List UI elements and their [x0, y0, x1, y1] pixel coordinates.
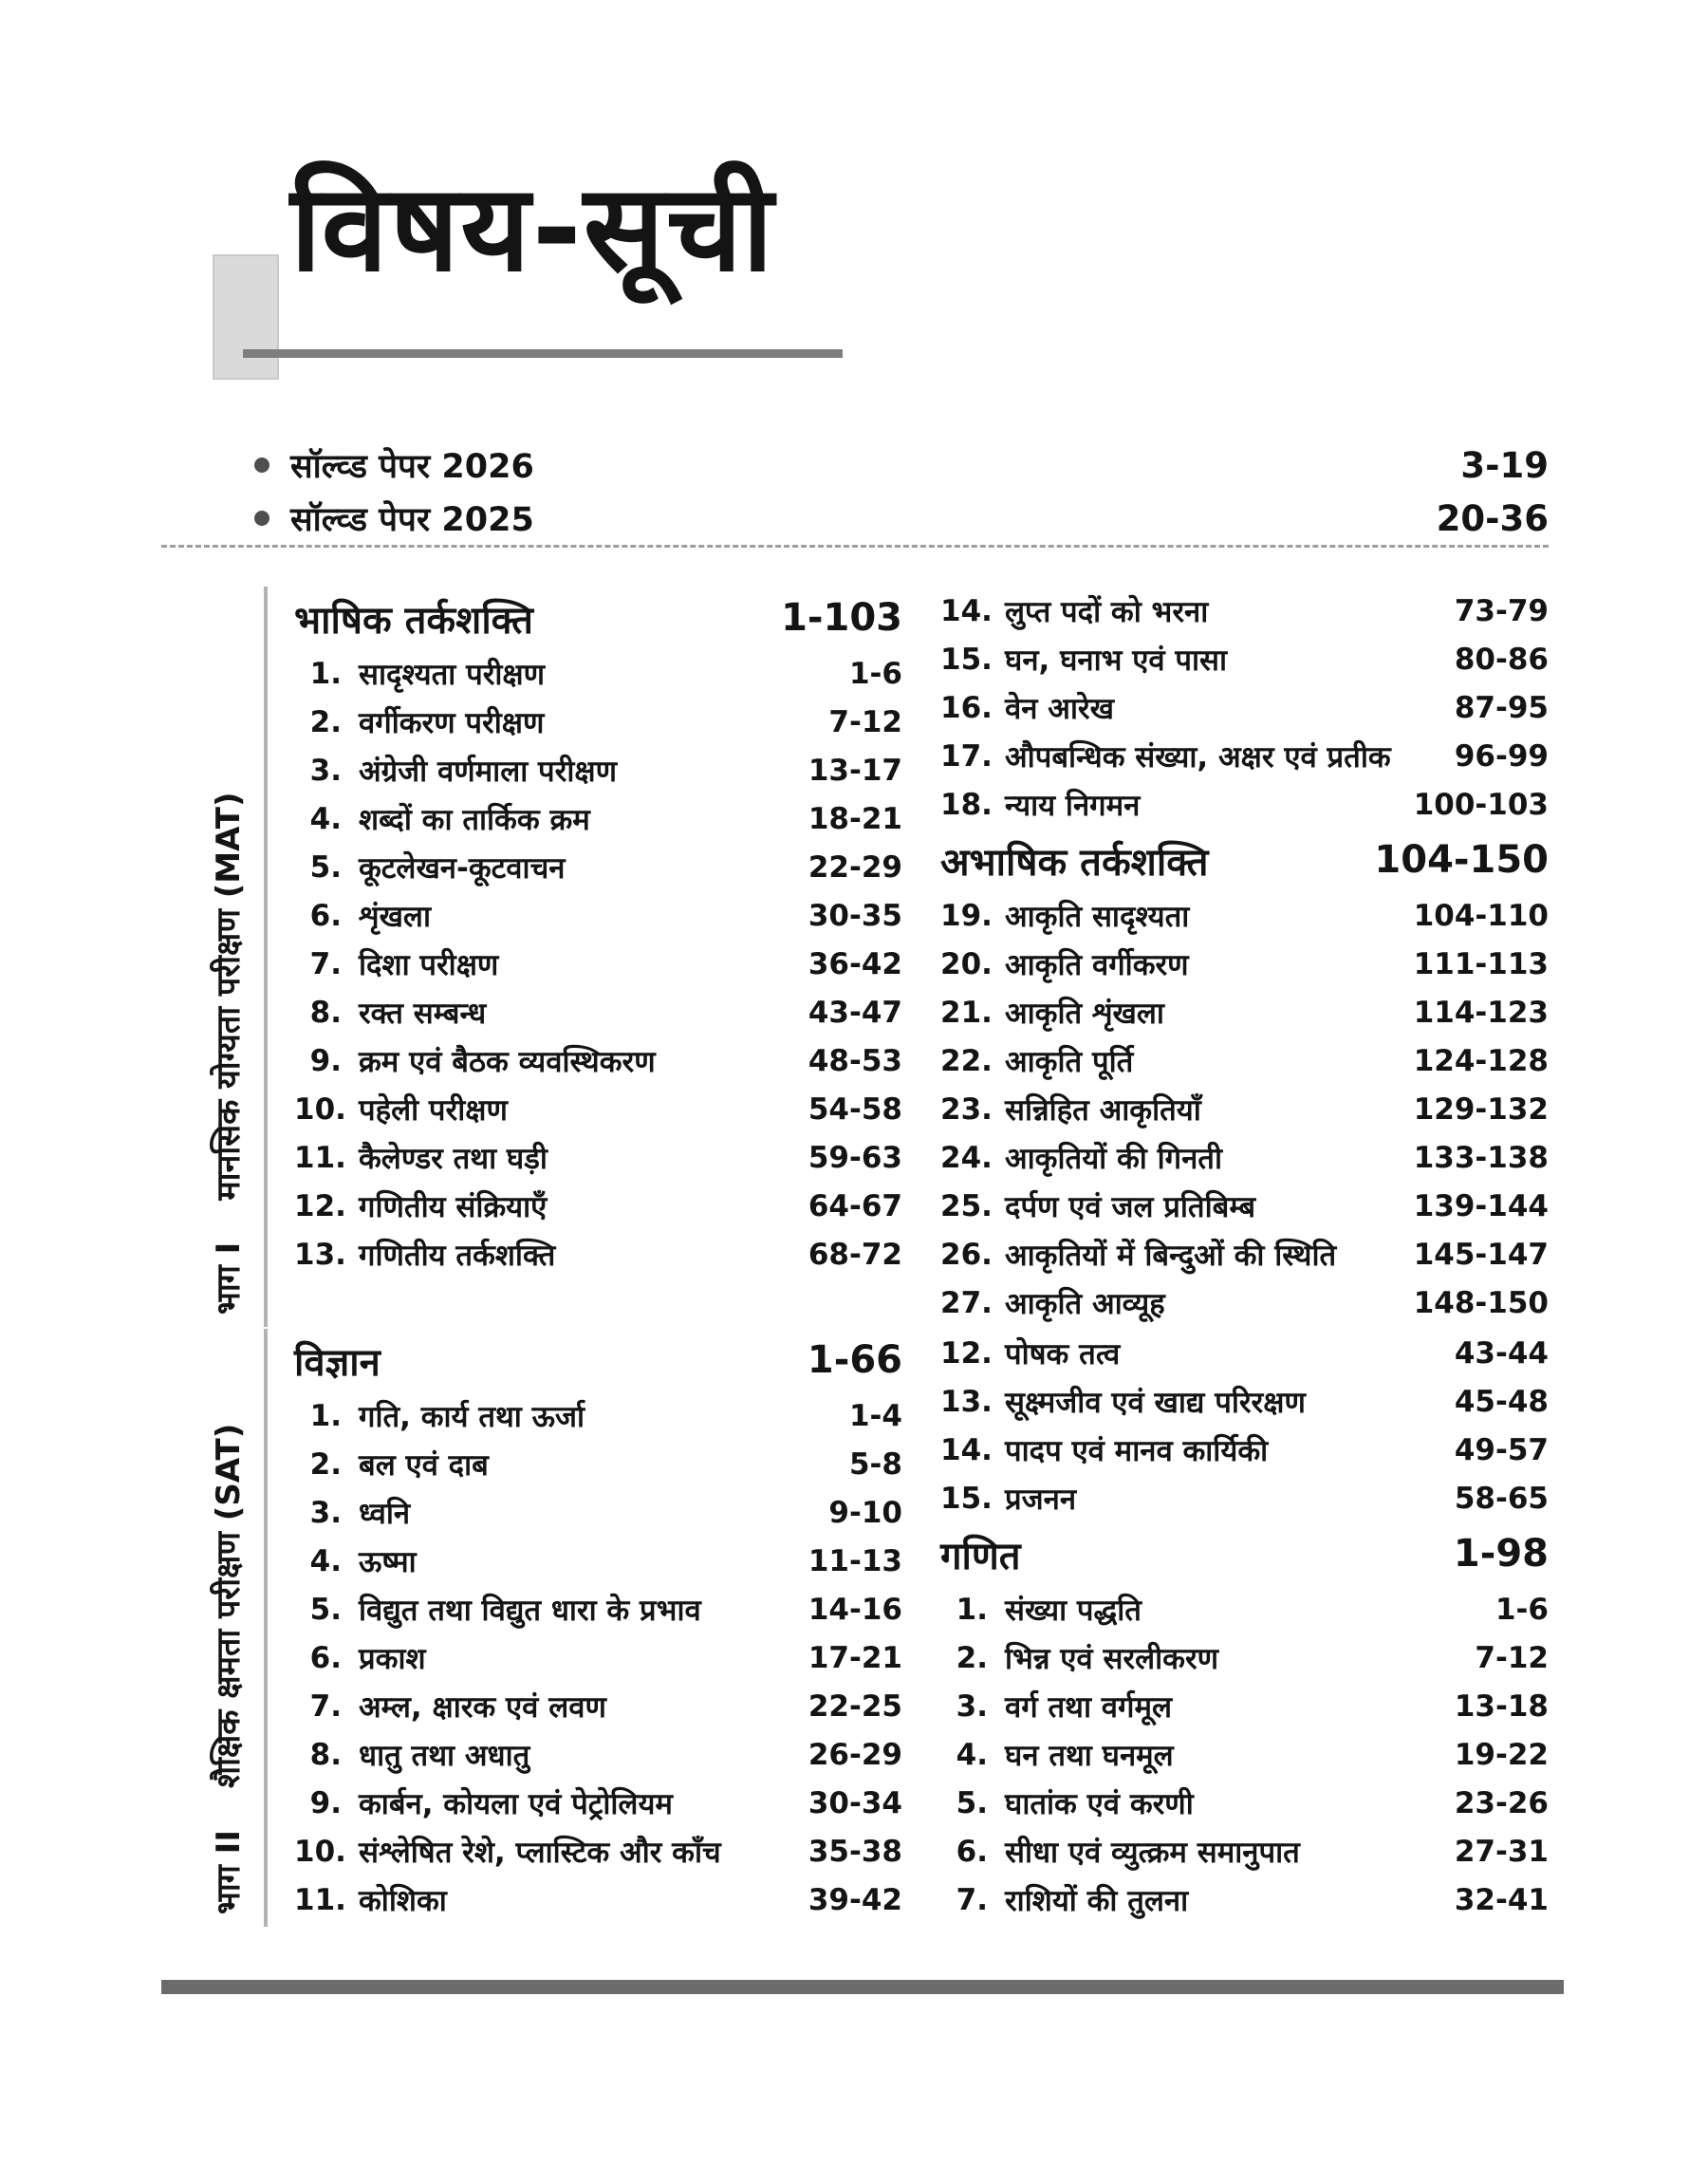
item-title: सूक्ष्मजीव एवं खाद्य परिरक्षण — [1005, 1385, 1306, 1420]
item-number: 11. — [294, 1140, 346, 1175]
item-pages: 19-22 — [1454, 1737, 1549, 1772]
toc-item-row — [294, 1036, 902, 1085]
item-pages: 73-79 — [1454, 593, 1549, 628]
part-2-side-label — [204, 1316, 250, 1939]
item-number: 23. — [940, 1092, 993, 1127]
item-pages: 39-42 — [808, 1882, 902, 1917]
item-title: ऊष्मा — [359, 1544, 417, 1579]
item-title: वर्गीकरण परीक्षण — [359, 705, 545, 740]
part-1-mat-section — [161, 587, 1549, 1327]
part-2-left-column — [294, 1329, 902, 1924]
item-pages: 14-16 — [808, 1592, 902, 1627]
item-title: क्रम एवं बैठक व्यवस्थिकरण — [359, 1044, 656, 1079]
part-1-vertical-rule — [264, 587, 268, 1327]
item-pages: 139-144 — [1413, 1188, 1549, 1223]
item-number: 15. — [940, 642, 993, 677]
toc-item-row — [294, 698, 902, 746]
toc-item-row — [940, 1036, 1549, 1085]
item-number: 19. — [940, 898, 993, 933]
item-pages: 27-31 — [1454, 1834, 1549, 1869]
item-number: 9. — [309, 1043, 342, 1078]
item-number: 5. — [309, 1592, 342, 1627]
item-number: 7. — [956, 1882, 988, 1917]
item-title: प्रजनन — [1005, 1482, 1077, 1517]
toc-item-row — [940, 1585, 1549, 1633]
bullet-icon — [254, 511, 269, 526]
item-number: 4. — [956, 1737, 988, 1772]
toc-item-row — [294, 1585, 902, 1633]
part-1-content — [294, 587, 1549, 1327]
item-pages: 30-35 — [808, 898, 902, 933]
item-number: 15. — [940, 1481, 993, 1516]
toc-item-row — [940, 732, 1549, 780]
toc-section-row — [294, 587, 902, 649]
toc-item-row — [294, 1085, 902, 1133]
item-title: पादप एवं मानव कार्यिकी — [1005, 1433, 1269, 1468]
toc-item-row — [940, 635, 1549, 683]
item-number: 17. — [940, 738, 993, 774]
toc-item-row — [940, 1730, 1549, 1779]
toc-item-row — [940, 1182, 1549, 1230]
item-pages: 43-47 — [808, 995, 902, 1030]
item-title: दर्पण एवं जल प्रतिबिम्ब — [1005, 1189, 1256, 1224]
item-title: आकृति आव्यूह — [1005, 1286, 1165, 1321]
item-pages: 49-57 — [1454, 1432, 1549, 1467]
part-2-vertical-rule — [264, 1329, 268, 1927]
item-number: 8. — [309, 1737, 342, 1772]
item-number: 20. — [940, 946, 993, 981]
toc-item-row — [940, 1278, 1549, 1327]
item-pages: 114-123 — [1413, 995, 1549, 1030]
item-number: 18. — [940, 787, 993, 822]
section-pages: 1-103 — [781, 596, 902, 640]
toc-item-row — [294, 1133, 902, 1182]
item-number: 14. — [940, 1432, 993, 1467]
item-pages: 18-21 — [808, 801, 902, 836]
item-pages: 96-99 — [1454, 738, 1549, 774]
item-number: 6. — [956, 1834, 988, 1869]
section-title: गणित — [940, 1534, 1021, 1578]
toc-item-row — [940, 1133, 1549, 1182]
solved-paper-pages: 3-19 — [1460, 444, 1549, 486]
section-pages: 1-66 — [807, 1338, 902, 1382]
toc-item-row — [294, 1682, 902, 1730]
toc-item-row — [940, 1827, 1549, 1875]
solved-papers-list — [161, 438, 1549, 545]
item-pages: 68-72 — [808, 1237, 902, 1272]
part-2-sat-section — [161, 1329, 1549, 1927]
item-pages: 22-25 — [808, 1689, 902, 1724]
item-title: कार्बन, कोयला एवं पेट्रोलियम — [359, 1786, 673, 1821]
item-title: राशियों की तुलना — [1005, 1883, 1189, 1918]
toc-section-row — [294, 1329, 902, 1391]
toc-section-row — [940, 829, 1549, 891]
item-title: दिशा परीक्षण — [359, 947, 499, 982]
item-number: 4. — [309, 801, 342, 836]
part-2-content — [294, 1329, 1549, 1924]
title-accent-box — [213, 254, 279, 380]
item-number: 3. — [309, 1495, 342, 1530]
item-title: लुप्त पदों को भरना — [1005, 594, 1209, 629]
toc-item-row — [940, 780, 1549, 829]
section-pages: 1-98 — [1453, 1532, 1549, 1576]
item-title: संश्लेषित रेशे, प्लास्टिक और काँच — [359, 1835, 721, 1870]
item-title: कूटलेखन-कूटवाचन — [359, 850, 566, 886]
toc-item-row — [940, 1474, 1549, 1522]
item-title: सीधा एवं व्युत्क्रम समानुपात — [1005, 1835, 1300, 1870]
toc-item-row — [940, 1377, 1549, 1426]
toc-item-row — [294, 794, 902, 843]
footer-bar — [161, 1980, 1564, 1994]
item-number: 2. — [956, 1640, 988, 1675]
toc-item-row — [294, 1537, 902, 1585]
item-pages: 17-21 — [808, 1640, 902, 1675]
item-pages: 1-6 — [1494, 1592, 1549, 1627]
item-pages: 13-17 — [808, 753, 902, 788]
section-title: अभाषिक तर्कशक्ति — [940, 840, 1209, 885]
toc-item-row — [940, 1875, 1549, 1924]
item-pages: 43-44 — [1454, 1335, 1549, 1371]
item-title: आकृतियों में बिन्दुओं की स्थिति — [1005, 1238, 1337, 1273]
item-title: सन्निहित आकृतियाँ — [1005, 1092, 1201, 1128]
item-number: 5. — [956, 1785, 988, 1820]
item-title: आकृतियों की गिनती — [1005, 1141, 1223, 1176]
section-pages: 104-150 — [1374, 838, 1549, 882]
item-pages: 7-12 — [1475, 1640, 1549, 1675]
item-number: 13. — [294, 1237, 346, 1272]
item-number: 2. — [309, 704, 342, 739]
bullet-icon — [254, 457, 269, 473]
item-number: 10. — [294, 1834, 346, 1869]
item-pages: 35-38 — [808, 1834, 902, 1869]
toc-item-row — [940, 1329, 1549, 1377]
item-title: घातांक एवं करणी — [1005, 1786, 1194, 1821]
toc-item-row — [940, 683, 1549, 732]
toc-item-row — [940, 1085, 1549, 1133]
toc-section-row — [940, 1522, 1549, 1585]
item-number: 8. — [309, 995, 342, 1030]
item-title: वेन आरेख — [1005, 691, 1114, 726]
toc-item-row — [294, 988, 902, 1036]
item-number: 6. — [309, 898, 342, 933]
item-title: आकृति सादृश्यता — [1005, 899, 1190, 934]
item-title: गति, कार्य तथा ऊर्जा — [359, 1399, 585, 1434]
item-number: 9. — [309, 1785, 342, 1820]
toc-item-row — [294, 746, 902, 794]
item-title: ध्वनि — [359, 1496, 411, 1531]
item-title: घन, घनाभ एवं पासा — [1005, 643, 1228, 678]
item-title: औपबन्धिक संख्या, अक्षर एवं प्रतीक — [1005, 739, 1391, 774]
item-title: घन तथा घनमूल — [1005, 1738, 1174, 1773]
item-title: वर्ग तथा वर्गमूल — [1005, 1689, 1173, 1725]
toc-item-row — [940, 988, 1549, 1036]
item-number: 26. — [940, 1237, 993, 1272]
item-number: 21. — [940, 995, 993, 1030]
item-title: आकृति वर्गीकरण — [1005, 947, 1189, 982]
item-number: 7. — [309, 946, 342, 981]
item-number: 11. — [294, 1882, 346, 1917]
item-title: आकृति पूर्ति — [1005, 1044, 1134, 1079]
item-pages: 129-132 — [1413, 1092, 1549, 1127]
item-number: 3. — [956, 1689, 988, 1724]
item-pages: 1-6 — [848, 656, 902, 691]
item-pages: 22-29 — [808, 849, 902, 885]
toc-item-row — [294, 891, 902, 940]
item-title: प्रकाश — [359, 1641, 426, 1676]
item-pages: 145-147 — [1413, 1237, 1549, 1272]
item-number: 24. — [940, 1140, 993, 1175]
item-number: 10. — [294, 1092, 346, 1127]
item-number: 27. — [940, 1285, 993, 1320]
item-pages: 1-4 — [848, 1398, 902, 1433]
toc-item-row — [940, 1426, 1549, 1474]
item-pages: 148-150 — [1413, 1285, 1549, 1320]
solved-paper-pages: 20-36 — [1436, 497, 1549, 539]
toc-item-row — [294, 1488, 902, 1537]
item-title: भिन्न एवं सरलीकरण — [1005, 1641, 1219, 1676]
item-number: 12. — [940, 1335, 993, 1371]
item-pages: 13-18 — [1454, 1689, 1549, 1724]
item-title: गणितीय संक्रियाएँ — [359, 1189, 548, 1224]
item-title: संख्या पद्धति — [1005, 1593, 1142, 1628]
item-number: 7. — [309, 1689, 342, 1724]
toc-item-row — [940, 587, 1549, 635]
page-title: विषय-सूची — [290, 159, 775, 298]
item-number: 1. — [309, 1398, 342, 1433]
item-title: कैलेण्डर तथा घड़ी — [359, 1141, 548, 1176]
item-number: 25. — [940, 1188, 993, 1223]
item-title: आकृति शृंखला — [1005, 996, 1164, 1031]
item-number: 16. — [940, 690, 993, 725]
item-title: शब्दों का तार्किक क्रम — [359, 802, 590, 837]
item-number: 2. — [309, 1446, 342, 1482]
item-pages: 100-103 — [1413, 787, 1549, 822]
item-number: 4. — [309, 1543, 342, 1578]
toc-item-row — [294, 1633, 902, 1682]
item-title: बल एवं दाब — [359, 1447, 489, 1483]
part-1-side-label — [204, 574, 250, 1339]
item-title: पोषक तत्व — [1005, 1336, 1121, 1371]
solved-paper-row — [161, 438, 1549, 492]
solved-paper-label: सॉल्व्ड पेपर 2025 — [290, 500, 534, 539]
item-title: अंग्रेजी वर्णमाला परीक्षण — [359, 754, 618, 789]
toc-item-row — [940, 940, 1549, 988]
item-pages: 59-63 — [808, 1140, 902, 1175]
part-title: शैक्षिक क्षमता परीक्षण (SAT) — [210, 1423, 248, 1788]
title-underline — [243, 349, 843, 358]
item-number: 3. — [309, 753, 342, 788]
item-title: धातु तथा अधातु — [359, 1738, 530, 1773]
toc-item-row — [940, 1230, 1549, 1278]
item-number: 12. — [294, 1188, 346, 1223]
item-pages: 111-113 — [1413, 946, 1549, 981]
item-number: 13. — [940, 1384, 993, 1419]
item-title: पहेली परीक्षण — [359, 1092, 508, 1128]
item-pages: 23-26 — [1454, 1785, 1549, 1820]
item-title: अम्ल, क्षारक एवं लवण — [359, 1689, 606, 1725]
toc-item-row — [294, 940, 902, 988]
toc-item-row — [294, 1779, 902, 1827]
toc-item-row — [940, 1779, 1549, 1827]
solved-paper-label: सॉल्व्ड पेपर 2026 — [290, 447, 534, 486]
item-pages: 48-53 — [808, 1043, 902, 1078]
toc-item-row — [294, 1391, 902, 1440]
toc-item-row — [294, 1182, 902, 1230]
toc-item-row — [294, 1875, 902, 1924]
part-1-left-column — [294, 587, 902, 1327]
item-pages: 104-110 — [1413, 898, 1549, 933]
item-title: रक्त सम्बन्ध — [359, 996, 487, 1031]
toc-item-row — [294, 1440, 902, 1488]
part-1-right-column — [940, 587, 1549, 1327]
toc-item-row — [294, 1827, 902, 1875]
section-title: भाषिक तर्कशक्ति — [294, 598, 533, 643]
toc-item-row — [294, 649, 902, 698]
toc-item-row — [940, 1633, 1549, 1682]
item-pages: 11-13 — [808, 1543, 902, 1578]
item-number: 22. — [940, 1043, 993, 1078]
item-pages: 30-34 — [808, 1785, 902, 1820]
item-pages: 133-138 — [1413, 1140, 1549, 1175]
item-pages: 36-42 — [808, 946, 902, 981]
item-pages: 32-41 — [1454, 1882, 1549, 1917]
item-pages: 80-86 — [1454, 642, 1549, 677]
item-pages: 64-67 — [808, 1188, 902, 1223]
item-pages: 9-10 — [828, 1495, 902, 1530]
item-title: कोशिका — [359, 1883, 447, 1918]
item-title: विद्युत तथा विद्युत धारा के प्रभाव — [359, 1593, 701, 1628]
item-number: 14. — [940, 593, 993, 628]
item-pages: 58-65 — [1454, 1481, 1549, 1516]
item-pages: 54-58 — [808, 1092, 902, 1127]
item-pages: 26-29 — [808, 1737, 902, 1772]
item-number: 1. — [956, 1592, 988, 1627]
item-pages: 124-128 — [1413, 1043, 1549, 1078]
part-label: भाग II — [210, 1830, 248, 1914]
toc-item-row — [294, 843, 902, 891]
toc-item-row — [294, 1230, 902, 1278]
section-title: विज्ञान — [294, 1340, 381, 1385]
part-2-right-column — [940, 1329, 1549, 1924]
item-pages: 5-8 — [848, 1446, 902, 1482]
item-title: सादृश्यता परीक्षण — [359, 657, 546, 692]
toc-item-row — [940, 1682, 1549, 1730]
item-pages: 45-48 — [1454, 1384, 1549, 1419]
item-number: 5. — [309, 849, 342, 885]
item-title: न्याय निगमन — [1005, 788, 1141, 823]
item-number: 6. — [309, 1640, 342, 1675]
item-title: शृंखला — [359, 899, 431, 934]
part-label: भाग I — [210, 1241, 248, 1315]
toc-item-row — [294, 1730, 902, 1779]
dashed-separator — [161, 545, 1549, 548]
item-number: 1. — [309, 656, 342, 691]
solved-paper-row — [161, 492, 1549, 545]
item-pages: 87-95 — [1454, 690, 1549, 725]
toc-item-row — [940, 891, 1549, 940]
item-pages: 7-12 — [828, 704, 902, 739]
part-title: मानसिक योग्यता परीक्षण (MAT) — [210, 792, 248, 1201]
item-title: गणितीय तर्कशक्ति — [359, 1238, 556, 1273]
